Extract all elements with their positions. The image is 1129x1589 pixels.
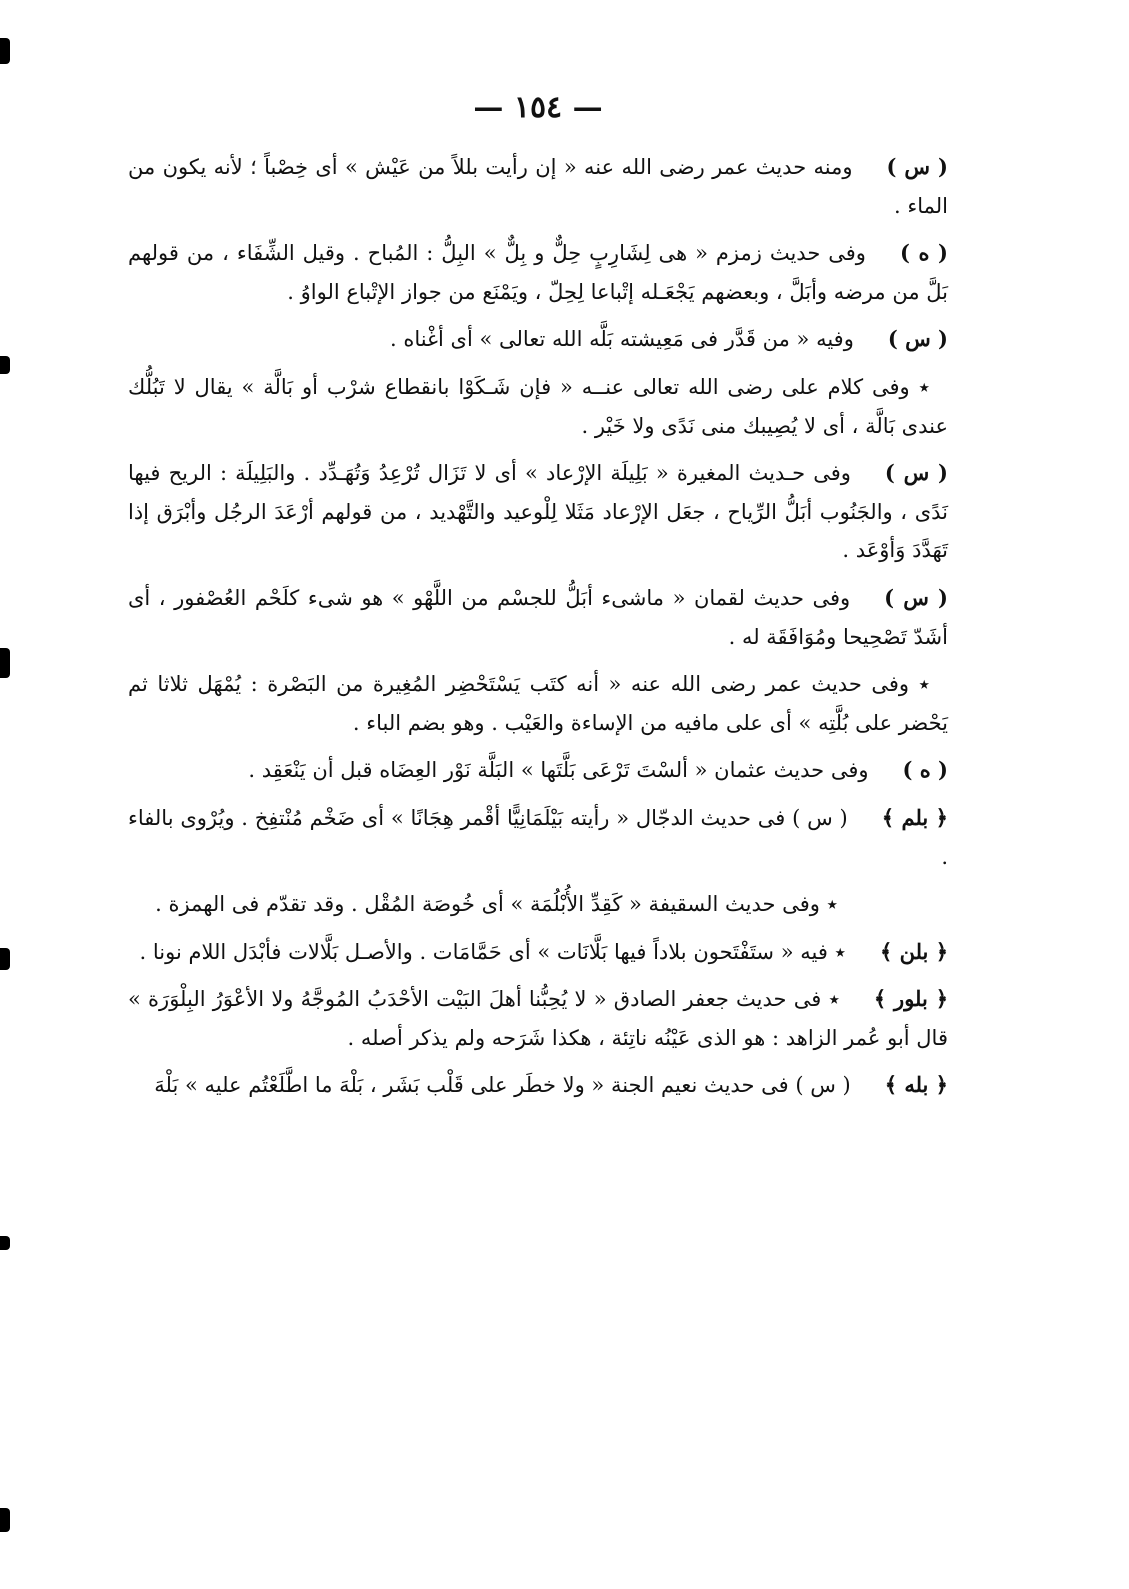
entry-headword: ﴿ بلم ﴾ (881, 804, 948, 830)
entry-headword: ﴿ بلور ﴾ (873, 986, 948, 1012)
entry-text: ٭ فى حديث جعفر الصادق « لا يُحِبُّنا أهلَ البَيْت الأحْدَبُ المُوجَّهُ ولا الأعْوَرُ البِلْوَرَة » قال أبو عُمر الزاهد : هو الذى عَيْنُه ناتِئة ، هكذا شَرَحه ولم يذكر أصله . (128, 987, 948, 1050)
page-number: — ١٥٤ — (473, 90, 603, 125)
entry-paragraph (128, 933, 948, 972)
entry-headword: ﴿ بلن ﴾ (879, 938, 948, 964)
entry-text: ٭ فيه « ستَفْتَحون بلاداً فيها بَلَّانَات » أى حَمَّامَات . والأصـل بَلَّالات فأبْدَل اللام نونا . (139, 939, 846, 964)
entry-text: ( س ) فى حديث الدجّال « رأيته بَيْلَمَانِيًّا أقْمر هِجَانًا » أى ضَخْم مُنْتفِخ . ويُرْوى بالفاء . (128, 805, 948, 869)
entry-paragraph (128, 368, 948, 445)
entry-paragraph (128, 1066, 948, 1105)
entry-headword: ﴿ بله ﴾ (884, 1072, 948, 1098)
margin-mark (0, 1236, 10, 1250)
entry-tag: ( س ) (884, 584, 948, 610)
entry-text: وفيه « من قَدَّر فى مَعِيشته بَلَّه الله تعالى » أى أغْناه . (389, 327, 854, 352)
entry-tag: ( س ) (887, 326, 948, 352)
margin-mark (0, 1508, 10, 1532)
entry-text: ٭ وفى حديث عمر رضى الله عنه « أنه كتَب يَسْتَحْضِر المُغِيرة من البَصْرة : يُمْهَل ثلاثا ثم يَحْضر على بُلَّتِه » أى على مافيه من الإساءة والعَيْب . وهو بضم الباء . (128, 672, 948, 735)
entry-tag: ( ه ) (902, 757, 948, 783)
entry-text: ( س ) فى حديث نعيم الجنة « ولا خطَر على قَلْب بَشَر ، بَلْهَ ما اطَّلَعْتُم عليه » بَلْهَ (154, 1073, 851, 1098)
entry-text: ٭ وفى كلام على رضى الله تعالى عنــه « فإن شَـكَوْا بانقطاع شرْب أو بَالَّة » يقال لا تَبُلُّك عندى بَالَّة ، أى لا يُصِيبك منى نَدًى ولا خَيْر . (128, 374, 948, 438)
entry-tag: ( ه ) (899, 240, 948, 266)
margin-mark (0, 38, 10, 64)
entry-text: وفى حـديث المغيرة « بَلِيلَة الإرْعاد » أى لا تَزَال تُرْعِدُ وَتُهَـدِّد . والبَلِيلَة : الريح فيها نَدًى ، والجَنُوب أبَلُّ الرِّياح ، جعَل الإرْعاد مَثَلا لِلْوعيد والتَّهْديد ، من قولهم أرْعَدَ الرجُل وأبْرَق إذا تَهَدَّدَ وَأوْعَد . (128, 461, 948, 563)
margin-mark (0, 648, 10, 678)
margin-mark (0, 356, 10, 374)
entry-paragraph (128, 148, 948, 225)
entry-text: وفى حديث عثمان « ألسْتَ تَرْعَى بَلَّتَها » البَلَّة نَوْر العِضَاه قبل أن يَنْعَقِد . (248, 758, 869, 783)
entry-tag: ( س ) (886, 154, 948, 179)
entry-tag: ( س ) (884, 460, 948, 486)
entry-text: وفى حديث لقمان « ماشىء أبَلُّ للجسْم من اللَّهْو » هو شىء كلَحْم العُصْفور ، أى أشَدّ تَصْحِيحا ومُوَافَقَة له . (128, 585, 948, 649)
margin-mark (0, 948, 10, 970)
entry-paragraph (128, 751, 948, 790)
entry-paragraph (128, 579, 948, 656)
document-page (128, 88, 948, 1114)
entry-paragraph (128, 234, 948, 311)
entry-paragraph (128, 320, 948, 359)
entry-paragraph (128, 799, 948, 876)
entry-paragraph (128, 980, 948, 1057)
entry-paragraph (128, 454, 948, 570)
entry-text: ٭ وفى حديث السقيفة « كَقِدِّ الأُبْلُمَة » أى خُوصَة المُقْل . وقد تقدّم فى الهمزة . (155, 892, 838, 917)
entry-paragraph (128, 885, 948, 924)
entry-text: ومنه حديث عمر رضى الله عنه « إن رأيت بللاً من عَيْش » أى خِصْباً ؛ لأنه يكون من الماء . (128, 155, 948, 218)
entry-paragraph (128, 665, 948, 742)
entry-text: وفى حديث زمزم « هى لِشَارِبٍ حِلٌّ و بِلٌّ » البِلُّ : المُباح . وقيل الشِّفَاء ، من قولهم بَلَّ من مرضه وأبَلَّ ، وبعضهم يَجْعَـله إتْباعا لِحِلّ ، ويَمْنَع من جواز الإتْباع الواوُ . (128, 241, 948, 304)
